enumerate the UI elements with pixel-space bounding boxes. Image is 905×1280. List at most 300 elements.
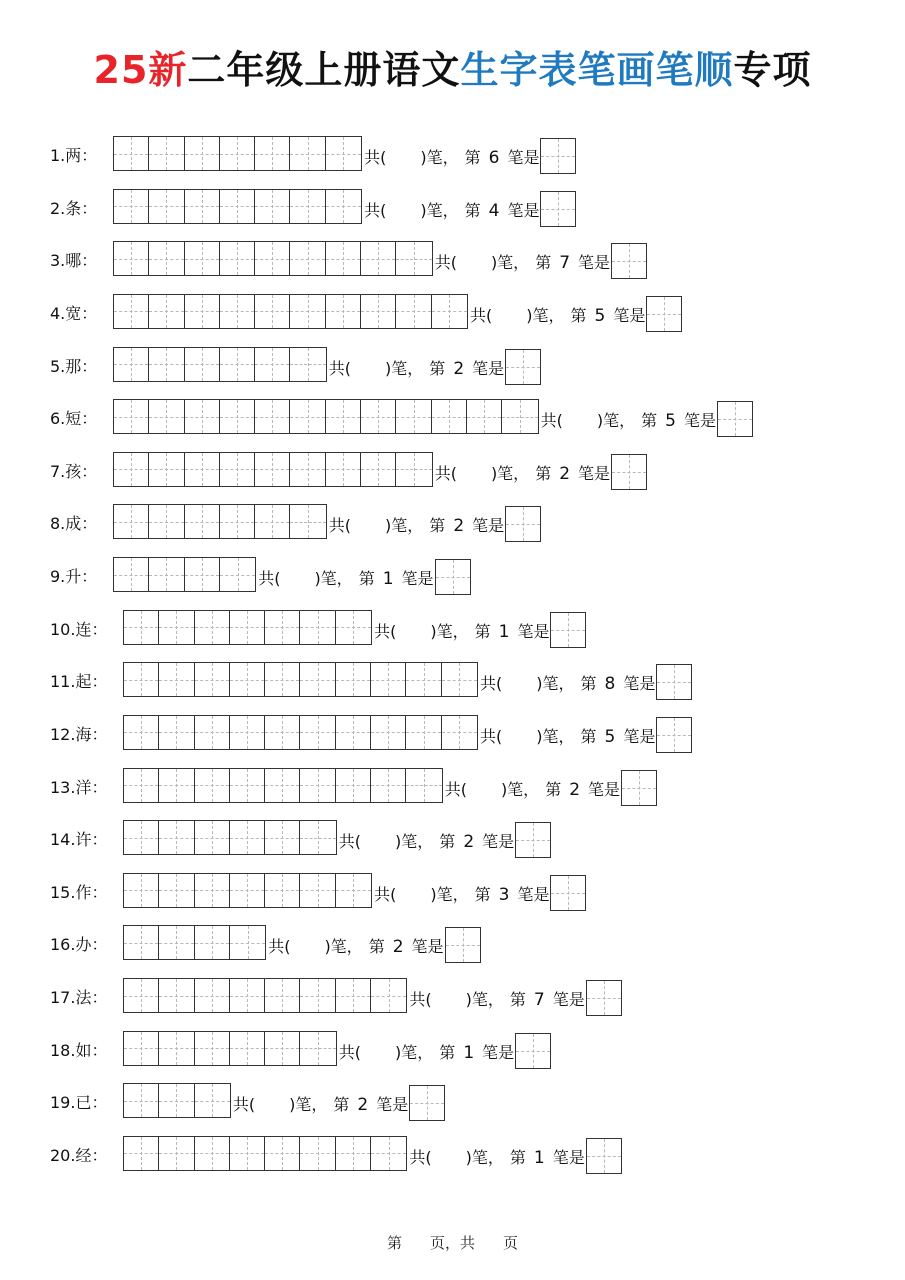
exercise-row <box>0 768 905 804</box>
writing-cell[interactable] <box>467 400 502 433</box>
writing-cell[interactable] <box>149 137 184 170</box>
writing-cell[interactable] <box>114 242 149 275</box>
strokes-unit-label: )笔， <box>430 621 469 641</box>
stroke-question <box>541 401 753 436</box>
writing-cell[interactable] <box>230 979 265 1012</box>
answer-box[interactable] <box>550 612 586 648</box>
strokes-unit-label: )笔， <box>420 200 459 220</box>
writing-cell[interactable] <box>406 663 441 696</box>
stroke-question <box>409 980 621 1015</box>
stroke-order-grid[interactable] <box>113 136 362 171</box>
stroke-order-grid[interactable] <box>123 1031 337 1066</box>
writing-cell[interactable] <box>149 453 184 486</box>
writing-cell[interactable] <box>230 611 265 644</box>
stroke-order-grid[interactable] <box>113 189 362 224</box>
writing-cell[interactable] <box>326 453 361 486</box>
item-character: 孩 <box>65 461 82 481</box>
writing-cell[interactable] <box>255 295 290 328</box>
exercise-row <box>0 241 905 277</box>
writing-cell[interactable] <box>124 874 159 907</box>
writing-cell[interactable] <box>220 453 255 486</box>
writing-cell[interactable] <box>255 505 290 538</box>
writing-cell[interactable] <box>255 453 290 486</box>
answer-box[interactable] <box>611 454 647 490</box>
stroke-question <box>480 717 692 752</box>
item-label: 17.法： <box>50 988 108 1008</box>
total-strokes-label: 共( <box>338 832 362 852</box>
strokes-unit-label: )笔， <box>324 937 363 957</box>
writing-cell[interactable] <box>159 926 194 959</box>
writing-cell[interactable] <box>159 663 194 696</box>
writing-cell[interactable] <box>371 1137 406 1170</box>
footer-page-prefix: 第 <box>386 1234 402 1252</box>
writing-cell[interactable] <box>185 242 220 275</box>
writing-cell[interactable] <box>114 295 149 328</box>
exercise-row <box>0 504 905 540</box>
writing-cell[interactable] <box>159 611 194 644</box>
writing-cell[interactable] <box>220 400 255 433</box>
stroke-order-grid[interactable] <box>123 715 478 750</box>
writing-cell[interactable] <box>290 348 325 381</box>
nth-stroke-suffix: 笔是 <box>578 253 611 273</box>
stroke-order-grid[interactable] <box>123 978 407 1013</box>
writing-cell[interactable] <box>336 979 371 1012</box>
writing-cell[interactable] <box>195 769 230 802</box>
writing-cell[interactable] <box>361 400 396 433</box>
writing-cell[interactable] <box>290 295 325 328</box>
writing-cell[interactable] <box>255 400 290 433</box>
item-number: 15. <box>50 882 76 902</box>
writing-cell[interactable] <box>326 242 361 275</box>
strokes-unit-label: )笔， <box>465 1147 504 1167</box>
total-strokes-label: 共( <box>470 305 493 325</box>
writing-cell[interactable] <box>502 400 537 433</box>
writing-cell[interactable] <box>255 348 290 381</box>
writing-cell[interactable] <box>265 611 300 644</box>
item-number: 5. <box>50 356 66 376</box>
stroke-question <box>258 559 470 594</box>
writing-cell[interactable] <box>255 190 290 223</box>
writing-cell[interactable] <box>371 663 406 696</box>
writing-cell[interactable] <box>290 400 325 433</box>
nth-stroke-suffix: 笔是 <box>623 726 656 746</box>
nth-stroke-prefix: 第 <box>439 1042 456 1062</box>
nth-stroke-prefix: 第 <box>429 358 446 378</box>
nth-stroke-number: 1 <box>533 1147 545 1168</box>
writing-cell[interactable] <box>265 979 300 1012</box>
writing-cell[interactable] <box>442 716 477 749</box>
writing-cell[interactable] <box>195 663 230 696</box>
item-character: 如 <box>75 1040 92 1060</box>
exercise-row <box>0 978 905 1014</box>
writing-cell[interactable] <box>195 1137 230 1170</box>
writing-cell[interactable] <box>159 769 194 802</box>
item-character: 海 <box>75 724 92 744</box>
stroke-question <box>329 349 541 384</box>
answer-box[interactable] <box>621 770 657 806</box>
strokes-unit-label: )笔， <box>395 1042 434 1062</box>
nth-stroke-suffix: 笔是 <box>552 1147 585 1167</box>
writing-cell[interactable] <box>114 348 149 381</box>
writing-cell[interactable] <box>185 190 220 223</box>
nth-stroke-number: 1 <box>382 569 394 590</box>
item-number: 19. <box>50 1093 76 1113</box>
writing-cell[interactable] <box>265 821 300 854</box>
item-character: 洋 <box>75 777 92 797</box>
writing-cell[interactable] <box>185 400 220 433</box>
writing-cell[interactable] <box>336 716 371 749</box>
writing-cell[interactable] <box>371 769 406 802</box>
item-number: 2. <box>50 198 66 218</box>
stroke-order-grid[interactable] <box>123 610 372 645</box>
writing-cell[interactable] <box>265 874 300 907</box>
nth-stroke-prefix: 第 <box>509 1147 526 1167</box>
writing-cell[interactable] <box>149 558 184 591</box>
stroke-order-grid[interactable] <box>113 452 433 487</box>
writing-cell[interactable] <box>361 453 396 486</box>
writing-cell[interactable] <box>230 1032 265 1065</box>
writing-cell[interactable] <box>230 716 265 749</box>
item-number: 10. <box>50 619 76 639</box>
item-character: 经 <box>75 1145 92 1165</box>
stroke-order-grid[interactable] <box>123 1083 231 1118</box>
writing-cell[interactable] <box>406 769 441 802</box>
answer-box[interactable] <box>505 349 541 385</box>
writing-cell[interactable] <box>265 1032 300 1065</box>
writing-cell[interactable] <box>124 1032 159 1065</box>
title-grade-subject: 二年级上册语文 <box>187 48 461 92</box>
writing-cell[interactable] <box>114 505 149 538</box>
writing-cell[interactable] <box>159 1084 194 1117</box>
writing-cell[interactable] <box>149 190 184 223</box>
strokes-unit-label: )笔， <box>430 884 469 904</box>
writing-cell[interactable] <box>195 874 230 907</box>
writing-cell[interactable] <box>290 190 325 223</box>
writing-cell[interactable] <box>124 663 159 696</box>
writing-cell[interactable] <box>195 821 230 854</box>
exercise-row <box>0 294 905 330</box>
writing-cell[interactable] <box>149 400 184 433</box>
writing-cell[interactable] <box>159 874 194 907</box>
item-number: 18. <box>50 1040 76 1060</box>
writing-cell[interactable] <box>290 242 325 275</box>
item-label: 10.连： <box>50 619 108 639</box>
strokes-unit-label: )笔， <box>490 253 530 273</box>
writing-cell[interactable] <box>124 1084 159 1117</box>
item-label: 13.洋： <box>50 777 108 797</box>
answer-box[interactable] <box>611 243 647 279</box>
answer-box[interactable] <box>445 927 481 963</box>
total-strokes-label: 共( <box>444 779 467 799</box>
writing-cell[interactable] <box>432 295 467 328</box>
writing-cell[interactable] <box>255 137 290 170</box>
answer-box[interactable] <box>515 1033 551 1069</box>
nth-stroke-prefix: 第 <box>545 779 562 799</box>
answer-box[interactable] <box>435 559 471 595</box>
writing-cell[interactable] <box>149 348 184 381</box>
writing-cell[interactable] <box>159 1032 194 1065</box>
nth-stroke-suffix: 笔是 <box>578 463 611 483</box>
exercise-row <box>0 715 905 751</box>
item-character: 条 <box>65 198 82 218</box>
writing-cell[interactable] <box>396 242 431 275</box>
strokes-unit-label: )笔， <box>420 148 459 167</box>
nth-stroke-number: 2 <box>569 779 581 800</box>
item-label: 11.起： <box>50 672 108 692</box>
writing-cell[interactable] <box>124 1137 159 1170</box>
nth-stroke-suffix: 笔是 <box>507 200 540 220</box>
exercise-row <box>0 189 905 225</box>
item-label: 12.海： <box>50 724 108 744</box>
total-strokes-label: 共( <box>338 1042 362 1062</box>
item-label: 18.如： <box>50 1040 108 1060</box>
stroke-question <box>329 506 541 541</box>
writing-cell[interactable] <box>149 295 184 328</box>
writing-cell[interactable] <box>255 242 290 275</box>
stroke-order-grid[interactable] <box>123 768 443 803</box>
writing-cell[interactable] <box>159 979 194 1012</box>
writing-cell[interactable] <box>300 821 335 854</box>
writing-cell[interactable] <box>159 821 194 854</box>
writing-cell[interactable] <box>124 716 159 749</box>
writing-cell[interactable] <box>361 242 396 275</box>
writing-cell[interactable] <box>185 505 220 538</box>
nth-stroke-prefix: 第 <box>464 148 481 167</box>
writing-cell[interactable] <box>265 716 300 749</box>
writing-cell[interactable] <box>265 769 300 802</box>
writing-cell[interactable] <box>124 611 159 644</box>
writing-cell[interactable] <box>195 1084 230 1117</box>
writing-cell[interactable] <box>230 874 265 907</box>
writing-cell[interactable] <box>442 663 477 696</box>
writing-cell[interactable] <box>114 453 149 486</box>
writing-cell[interactable] <box>149 505 184 538</box>
item-character: 许 <box>75 830 92 850</box>
nth-stroke-number: 6 <box>488 148 500 168</box>
writing-cell[interactable] <box>114 137 149 170</box>
writing-cell[interactable] <box>406 716 441 749</box>
writing-cell[interactable] <box>124 979 159 1012</box>
nth-stroke-prefix: 第 <box>358 569 375 589</box>
strokes-unit-label: )笔， <box>385 358 424 378</box>
writing-cell[interactable] <box>195 611 230 644</box>
writing-cell[interactable] <box>195 979 230 1012</box>
writing-cell[interactable] <box>396 453 431 486</box>
stroke-order-grid[interactable] <box>113 241 433 276</box>
nth-stroke-number: 5 <box>594 305 606 326</box>
title-topic: 生字表笔画笔顺 <box>460 48 734 92</box>
total-strokes-label: 共( <box>364 200 387 220</box>
writing-cell[interactable] <box>300 716 335 749</box>
item-number: 6. <box>50 409 66 429</box>
total-strokes-label: 共( <box>540 411 563 431</box>
exercise-row <box>0 1136 905 1172</box>
stroke-question <box>364 191 576 226</box>
stroke-question <box>364 138 576 173</box>
item-label: 3.哪： <box>50 251 98 271</box>
nth-stroke-prefix: 第 <box>580 674 597 694</box>
nth-stroke-suffix: 笔是 <box>376 1095 409 1115</box>
writing-cell[interactable] <box>220 137 255 170</box>
writing-cell[interactable] <box>396 295 431 328</box>
writing-cell[interactable] <box>220 190 255 223</box>
writing-cell[interactable] <box>326 295 361 328</box>
writing-cell[interactable] <box>220 242 255 275</box>
writing-cell[interactable] <box>114 190 149 223</box>
stroke-order-grid[interactable] <box>113 399 539 434</box>
writing-cell[interactable] <box>290 505 325 538</box>
strokes-unit-label: )笔， <box>385 516 424 536</box>
nth-stroke-suffix: 笔是 <box>482 832 515 852</box>
writing-cell[interactable] <box>300 663 335 696</box>
writing-cell[interactable] <box>326 190 361 223</box>
item-number: 20. <box>50 1145 76 1165</box>
answer-box[interactable] <box>656 664 692 700</box>
writing-cell[interactable] <box>230 769 265 802</box>
stroke-order-grid[interactable] <box>113 504 327 539</box>
exercise-row <box>0 557 905 593</box>
writing-cell[interactable] <box>300 979 335 1012</box>
stroke-order-grid[interactable] <box>113 347 327 382</box>
nth-stroke-prefix: 第 <box>429 516 446 536</box>
writing-cell[interactable] <box>159 1137 194 1170</box>
item-number: 8. <box>50 514 66 534</box>
item-character: 升 <box>65 567 82 587</box>
nth-stroke-prefix: 第 <box>509 990 526 1010</box>
writing-cell[interactable] <box>195 926 230 959</box>
strokes-unit-label: )笔， <box>526 305 565 325</box>
writing-cell[interactable] <box>124 926 159 959</box>
stroke-question <box>374 612 586 647</box>
answer-box[interactable] <box>409 1085 445 1121</box>
writing-cell[interactable] <box>220 295 255 328</box>
writing-cell[interactable] <box>185 137 220 170</box>
strokes-unit-label: )笔， <box>536 674 575 694</box>
writing-cell[interactable] <box>185 348 220 381</box>
item-number: 11. <box>50 672 76 692</box>
writing-cell[interactable] <box>114 400 149 433</box>
item-label: 9.升： <box>50 567 98 587</box>
writing-cell[interactable] <box>300 874 335 907</box>
writing-cell[interactable] <box>336 1137 371 1170</box>
stroke-order-grid[interactable] <box>123 873 372 908</box>
stroke-order-grid[interactable] <box>113 557 256 592</box>
answer-box[interactable] <box>717 401 753 437</box>
writing-cell[interactable] <box>300 1032 335 1065</box>
writing-cell[interactable] <box>300 611 335 644</box>
total-strokes-label: 共( <box>434 253 457 273</box>
answer-box[interactable] <box>540 191 576 227</box>
writing-cell[interactable] <box>124 769 159 802</box>
writing-cell[interactable] <box>114 558 149 591</box>
writing-cell[interactable] <box>185 558 220 591</box>
writing-cell[interactable] <box>195 1032 230 1065</box>
total-strokes-label: 共( <box>328 516 352 536</box>
strokes-unit-label: )笔， <box>465 990 504 1010</box>
writing-cell[interactable] <box>371 716 406 749</box>
writing-cell[interactable] <box>326 137 361 170</box>
answer-box[interactable] <box>586 980 622 1016</box>
nth-stroke-number: 2 <box>392 937 404 958</box>
nth-stroke-prefix: 第 <box>474 884 491 904</box>
item-label: 2.条： <box>50 198 98 218</box>
nth-stroke-suffix: 笔是 <box>472 358 505 378</box>
answer-box[interactable] <box>656 717 692 753</box>
answer-box[interactable] <box>646 296 682 332</box>
writing-cell[interactable] <box>185 295 220 328</box>
answer-box[interactable] <box>550 875 586 911</box>
stroke-order-grid[interactable] <box>113 294 468 329</box>
writing-cell[interactable] <box>220 348 255 381</box>
writing-cell[interactable] <box>361 295 396 328</box>
writing-cell[interactable] <box>336 874 371 907</box>
writing-cell[interactable] <box>230 663 265 696</box>
nth-stroke-number: 2 <box>559 463 571 484</box>
writing-cell[interactable] <box>300 1137 335 1170</box>
nth-stroke-prefix: 第 <box>580 726 597 746</box>
item-number: 13. <box>50 777 76 797</box>
writing-cell[interactable] <box>230 926 265 959</box>
writing-cell[interactable] <box>290 137 325 170</box>
writing-cell[interactable] <box>220 558 255 591</box>
answer-box[interactable] <box>505 506 541 542</box>
stroke-order-grid[interactable] <box>123 820 337 855</box>
item-label: 5.那： <box>50 356 98 376</box>
item-number: 12. <box>50 724 76 744</box>
item-character: 已 <box>75 1093 92 1113</box>
writing-cell[interactable] <box>230 821 265 854</box>
writing-cell[interactable] <box>396 400 431 433</box>
writing-cell[interactable] <box>149 242 184 275</box>
total-strokes-label: 共( <box>480 726 503 746</box>
writing-cell[interactable] <box>265 1137 300 1170</box>
writing-cell[interactable] <box>336 769 371 802</box>
writing-cell[interactable] <box>336 663 371 696</box>
answer-box[interactable] <box>586 1138 622 1174</box>
strokes-unit-label: )笔， <box>395 832 434 852</box>
writing-cell[interactable] <box>300 769 335 802</box>
strokes-unit-label: )笔， <box>500 779 540 799</box>
item-label: 16.办： <box>50 935 108 955</box>
stroke-order-grid[interactable] <box>123 662 478 697</box>
answer-box[interactable] <box>540 138 576 174</box>
writing-cell[interactable] <box>220 505 255 538</box>
writing-cell[interactable] <box>124 821 159 854</box>
stroke-question <box>339 1033 551 1068</box>
writing-cell[interactable] <box>371 979 406 1012</box>
nth-stroke-prefix: 第 <box>333 1095 350 1115</box>
writing-cell[interactable] <box>326 400 361 433</box>
stroke-question <box>435 243 647 278</box>
total-strokes-label: 共( <box>409 990 432 1010</box>
answer-box[interactable] <box>515 822 551 858</box>
strokes-unit-label: )笔， <box>314 569 353 589</box>
writing-cell[interactable] <box>336 611 371 644</box>
writing-cell[interactable] <box>230 1137 265 1170</box>
nth-stroke-suffix: 笔是 <box>507 148 540 167</box>
strokes-unit-label: )笔， <box>596 411 636 431</box>
writing-cell[interactable] <box>195 716 230 749</box>
writing-cell[interactable] <box>185 453 220 486</box>
writing-cell[interactable] <box>290 453 325 486</box>
writing-cell[interactable] <box>159 716 194 749</box>
stroke-order-grid[interactable] <box>123 1136 407 1171</box>
writing-cell[interactable] <box>432 400 467 433</box>
nth-stroke-suffix: 笔是 <box>623 674 656 694</box>
stroke-question <box>435 454 647 489</box>
writing-cell[interactable] <box>265 663 300 696</box>
stroke-order-grid[interactable] <box>123 925 266 960</box>
